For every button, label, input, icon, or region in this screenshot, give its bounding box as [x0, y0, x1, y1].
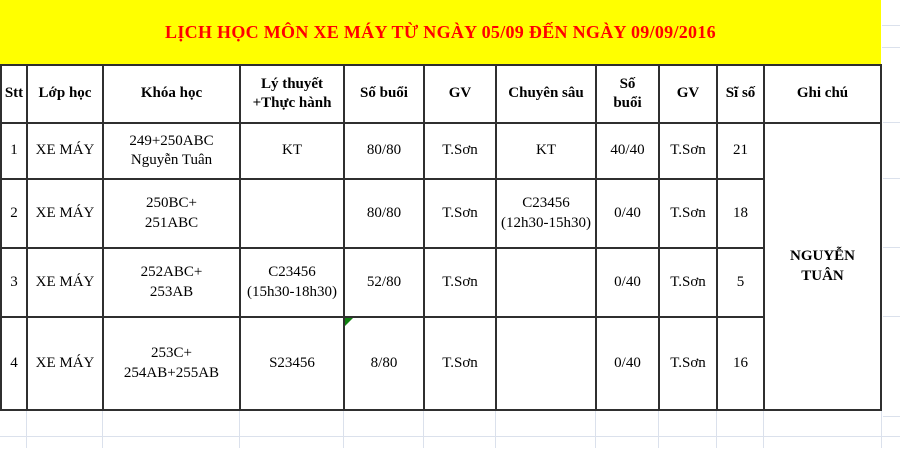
schedule-table	[0, 64, 882, 411]
gridline	[883, 122, 900, 123]
cell-r3-so-buoi-2[interactable]: 0/40	[596, 248, 659, 317]
cell-r4-gv-2[interactable]: T.Sơn	[659, 317, 717, 410]
cell-r4-ly-thuyet[interactable]: S23456	[240, 317, 344, 410]
header-gv[interactable]: GV	[424, 65, 496, 123]
cell-r1-lop-hoc[interactable]: XE MÁY	[27, 123, 103, 179]
cell-line: Lý thuyết	[260, 75, 324, 92]
cell-r4-gv[interactable]: T.Sơn	[424, 317, 496, 410]
cell-r2-so-buoi-2[interactable]: 0/40	[596, 179, 659, 248]
cell-line: Nguyễn Tuân	[130, 152, 213, 168]
gridline	[883, 178, 900, 179]
cell-line: NGUYỄN	[789, 248, 855, 264]
gridline	[881, 411, 882, 448]
header-gv-2[interactable]: GV	[659, 65, 717, 123]
cell-r2-ly-thuyet[interactable]	[240, 179, 344, 248]
cell-line: TUÂN	[801, 267, 844, 284]
gridline	[883, 416, 900, 417]
cell-r2-lop-hoc[interactable]: XE MÁY	[27, 179, 103, 248]
cell-r4-lop-hoc[interactable]: XE MÁY	[27, 317, 103, 410]
cell-r1-chuyen-sau[interactable]: KT	[496, 123, 596, 179]
cell-line: 250BC+	[146, 195, 197, 211]
cell-r3-gv[interactable]: T.Sơn	[424, 248, 496, 317]
cell-line: (12h30-15h30)	[501, 214, 591, 231]
gridline	[495, 411, 496, 448]
cell-r1-khoa-hoc[interactable]	[103, 123, 240, 179]
table-row	[1, 248, 881, 317]
cell-r2-si-so[interactable]: 18	[717, 179, 764, 248]
cell-line: 249+250ABC	[129, 132, 214, 149]
cell-line: 253C+	[151, 345, 192, 361]
cell-ghi-chu-merged[interactable]	[764, 123, 881, 410]
header-si-so[interactable]: Sĩ số	[717, 65, 764, 123]
cell-line: 252ABC+	[140, 264, 203, 280]
cell-r2-chuyen-sau[interactable]	[496, 179, 596, 248]
cell-r3-stt[interactable]: 3	[1, 248, 27, 317]
header-row	[1, 65, 881, 123]
cell-line: 254AB+255AB	[123, 364, 220, 381]
table-row	[1, 123, 881, 179]
cell-r2-gv-2[interactable]: T.Sơn	[659, 179, 717, 248]
title-cell[interactable]	[0, 0, 881, 64]
cell-r4-si-so[interactable]: 16	[717, 317, 764, 410]
cell-r1-si-so[interactable]: 21	[717, 123, 764, 179]
gridline	[423, 411, 424, 448]
gridline	[0, 436, 900, 437]
cell-r3-si-so[interactable]: 5	[717, 248, 764, 317]
cell-r2-so-buoi[interactable]: 80/80	[344, 179, 424, 248]
cell-r1-ly-thuyet[interactable]: KT	[240, 123, 344, 179]
gridline	[26, 411, 27, 448]
gridline	[763, 411, 764, 448]
cell-line: 251ABC	[144, 214, 199, 231]
cell-r4-stt[interactable]: 4	[1, 317, 27, 410]
gridline	[883, 247, 900, 248]
cell-r3-ly-thuyet[interactable]	[240, 248, 344, 317]
cell-line: Số	[619, 75, 636, 92]
cell-r2-stt[interactable]: 2	[1, 179, 27, 248]
gridline	[102, 411, 103, 448]
cell-line: (15h30-18h30)	[247, 283, 337, 300]
header-lop-hoc[interactable]: Lớp học	[27, 65, 103, 123]
cell-r3-khoa-hoc[interactable]	[103, 248, 240, 317]
header-so-buoi-2[interactable]	[596, 65, 659, 123]
gridline	[343, 411, 344, 448]
cell-r3-lop-hoc[interactable]: XE MÁY	[27, 248, 103, 317]
table-row	[1, 317, 881, 410]
cell-r1-gv-2[interactable]: T.Sơn	[659, 123, 717, 179]
header-stt[interactable]: Stt	[1, 65, 27, 123]
cell-r3-chuyen-sau[interactable]	[496, 248, 596, 317]
page-title: LỊCH HỌC MÔN XE MÁY TỪ NGÀY 05/09 ĐẾN NGÀY 09/09/2016	[165, 21, 716, 42]
header-ghi-chu[interactable]: Ghi chú	[764, 65, 881, 123]
cell-line: C23456	[522, 195, 570, 211]
header-ly-thuyet[interactable]	[240, 65, 344, 123]
cell-r2-khoa-hoc[interactable]	[103, 179, 240, 248]
gridline	[883, 316, 900, 317]
header-so-buoi[interactable]: Số buổi	[344, 65, 424, 123]
cell-r3-so-buoi[interactable]: 52/80	[344, 248, 424, 317]
cell-line: buổi	[613, 95, 642, 111]
cell-line: C23456	[268, 264, 316, 280]
gridline	[716, 411, 717, 448]
header-khoa-hoc[interactable]: Khóa học	[103, 65, 240, 123]
gridline	[658, 411, 659, 448]
cell-r1-stt[interactable]: 1	[1, 123, 27, 179]
cell-r4-khoa-hoc[interactable]	[103, 317, 240, 410]
cell-r2-gv[interactable]: T.Sơn	[424, 179, 496, 248]
cell-line: +Thực hành	[252, 95, 332, 111]
cell-r4-so-buoi-2[interactable]: 0/40	[596, 317, 659, 410]
gridline	[882, 25, 900, 26]
cell-r1-gv[interactable]: T.Sơn	[424, 123, 496, 179]
cell-r3-gv-2[interactable]: T.Sơn	[659, 248, 717, 317]
gridline	[239, 411, 240, 448]
table-row	[1, 179, 881, 248]
header-chuyen-sau[interactable]: Chuyên sâu	[496, 65, 596, 123]
cell-r1-so-buoi[interactable]: 80/80	[344, 123, 424, 179]
gridline	[595, 411, 596, 448]
cell-r4-chuyen-sau[interactable]	[496, 317, 596, 410]
cell-line: 253AB	[149, 283, 194, 300]
cell-r4-so-buoi[interactable]: 8/80	[344, 317, 424, 410]
gridline	[882, 47, 900, 48]
cell-r1-so-buoi-2[interactable]: 40/40	[596, 123, 659, 179]
